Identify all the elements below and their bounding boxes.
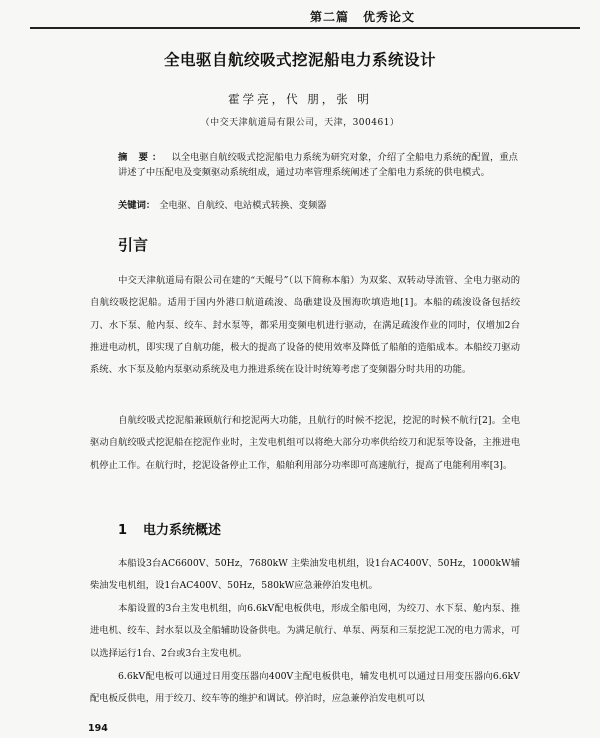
section-paragraph-text: 6.6kV配电板可以通过日用变压器向400V主配电板供电，辅发电机可以通过日用变压器向6.6kV配电板反供电，用于绞刀、绞车等的维护和调试。停泊时，应急兼停泊发电机可以 <box>90 671 520 705</box>
section-paragraph <box>90 598 520 665</box>
paper-title: 全电驱自航绞吸式挖泥船电力系统设计 <box>163 51 436 69</box>
section-heading <box>118 519 221 538</box>
section-paragraph-text: 本船设3台AC6600V、50Hz，7680kW 主柴油发电机组，设1台AC400V、50Hz，1000kW辅柴油发电机组，设1台AC400V、50Hz，580kW应急兼停泊发电机。 <box>90 558 520 592</box>
keywords-text: 全电驱、自航绞、电站模式转换、变频器 <box>159 200 327 211</box>
intro-paragraph <box>90 410 520 477</box>
page-number: 194 <box>88 723 108 734</box>
intro-paragraph-text: 中交天津航道局有限公司在建的“天鲲号”（以下简称本船）为双桨、双转动导流管、全电力驱动的自航绞吸挖泥船。适用于国内外港口航道疏浚、岛礁建设及围海吹填造地[1]。本船的疏浚设备包括绞刀、水下泵、舱内泵、绞车、封水泵等，都采用变频电机进行驱动，在满足疏浚作业的同时，仅增加2台推进电动机，即实现了自航功能，极大的提高了设备的使用效率及降低了船舶的造船成本。本船绞刀驱动系统、水下泵及舱内泵驱动系统及电力推进系统在设计时统筹考虑了变频器分时共用的功能。 <box>90 275 520 376</box>
paper-authors: 霍学亮，代 朋，张 明 <box>228 92 372 106</box>
header-rule <box>30 27 580 29</box>
paper-affiliation: （中交天津航道局有限公司，天津，300461） <box>200 118 400 128</box>
header-section: 优秀论文 <box>363 9 416 24</box>
header-part: 第二篇 <box>310 9 350 24</box>
keywords-label: 关键词： <box>118 200 156 211</box>
abstract-text: 以全电驱自航绞吸式挖泥船电力系统为研究对象，介绍了全船电力系统的配置，重点讲述了中压配电及变频驱动系统组成，通过功率管理系统阐述了全船电力系统的供电模式。 <box>118 152 518 178</box>
keywords <box>118 198 518 213</box>
section-title: 电力系统概述 <box>143 523 222 538</box>
intro-paragraph-text: 自航绞吸式挖泥船兼顾航行和挖泥两大功能，且航行的时候不挖泥，挖泥的时候不航行[2]。全电驱动自航绞吸式挖泥船在挖泥作业时，主发电机组可以将绝大部分功率供给绞刀和泥泵等设备，主推进电机停止工作。在航行时，挖泥设备停止工作，船舶利用部分功率即可高速航行，提高了电能利用率[3]。 <box>90 415 520 471</box>
running-header <box>310 6 580 26</box>
section-number: 1 <box>118 523 128 538</box>
intro-paragraph <box>90 270 520 381</box>
section-paragraph <box>90 553 520 598</box>
abstract <box>118 150 518 180</box>
section-paragraph <box>90 666 520 710</box>
abstract-label: 摘 要： <box>118 152 166 163</box>
intro-heading: 引言 <box>118 236 149 254</box>
section-paragraph-text: 本船设置的3台主发电机组，向6.6kV配电板供电，形成全船电网，为绞刀、水下泵、舱内泵、推进电机、绞车、封水泵以及全船辅助设备供电。为满足航行、单泵、两泵和三泵挖泥工况的电力需求，可以选择运行1台、2台或3台主发电机。 <box>90 603 520 659</box>
